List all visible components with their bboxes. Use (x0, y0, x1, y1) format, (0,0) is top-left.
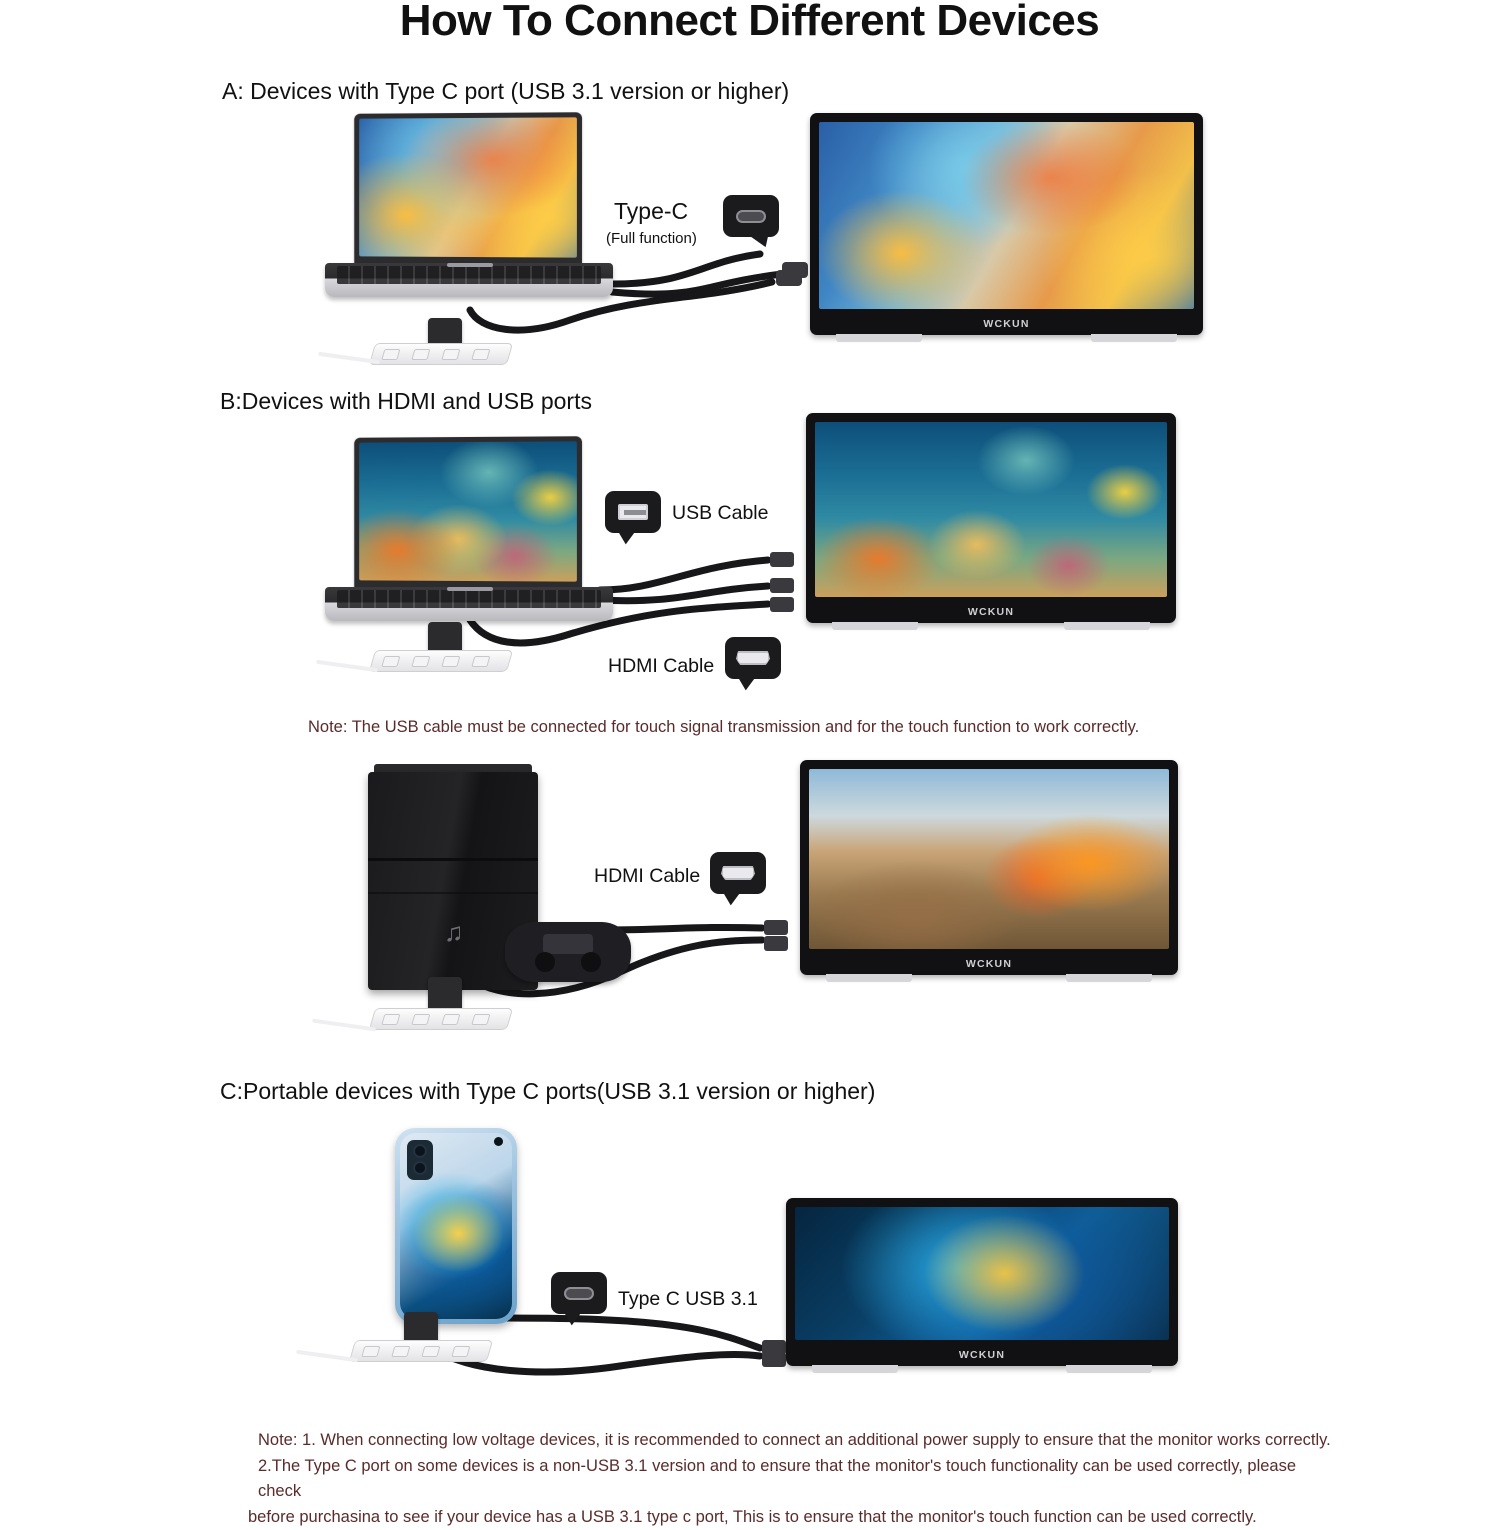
type-c-sublabel: (Full function) (606, 230, 697, 247)
portable-monitor-console (800, 760, 1178, 975)
power-strip-c (349, 1340, 493, 1362)
laptop-screen-a (359, 117, 577, 257)
footer-note-line-1: Note: 1. When connecting low voltage devices, it is recommended to connect an additional power supply to ensure that the monitor works correctly. (258, 1431, 1331, 1449)
hdmi-port-icon (721, 866, 755, 880)
laptop-lid-a (354, 112, 582, 266)
laptop-lid-b (354, 436, 582, 590)
hdmi-connector-bubble-console (710, 852, 766, 894)
type-c-label: Type-C (614, 198, 689, 224)
laptop-base-b (325, 587, 613, 621)
smartphone-device (395, 1128, 517, 1324)
footer-notes (248, 1428, 1338, 1530)
monitor-screen-b (815, 422, 1167, 597)
section-label-a: A: Devices with Type C port (USB 3.1 version or higher) (222, 78, 790, 104)
power-cord-console (312, 1019, 376, 1032)
laptop-base-a (325, 263, 613, 297)
hdmi-connector-bubble-b (725, 637, 781, 679)
monitor-brand-console: WCKUN (965, 958, 1013, 970)
page-title: How To Connect Different Devices (399, 0, 1100, 45)
portable-monitor-b (806, 413, 1176, 623)
phone-camera-icon (407, 1140, 433, 1180)
power-cord-b (316, 660, 378, 673)
hdmi-cable-label-console: HDMI Cable (594, 865, 701, 887)
monitor-brand-a: WCKUN (983, 318, 1030, 330)
monitor-screen-console (809, 769, 1169, 949)
note-usb-touch: Note: The USB cable must be connected for touch signal transmission and for the touch function to work correctly. (308, 718, 1140, 736)
monitor-screen-c (795, 1207, 1169, 1340)
hdmi-port-icon (736, 651, 770, 665)
type-c-usb31-label: Type C USB 3.1 (618, 1288, 758, 1310)
footer-note-line-3: before purchasina to see if your device has a USB 3.1 type c port, This is to ensure that the monitor's touch function can be used correctly. (248, 1507, 1257, 1526)
usb-a-port-icon (618, 504, 648, 520)
usb-c-port-icon (564, 1287, 594, 1300)
power-cord-c (296, 1350, 358, 1363)
power-strip-a (369, 343, 513, 365)
usb-connector-bubble (605, 491, 661, 533)
power-strip-b (369, 650, 513, 672)
type-c-usb31-connector-bubble (551, 1272, 607, 1314)
type-c-connector-bubble (723, 195, 779, 237)
section-label-b: B:Devices with HDMI and USB ports (220, 388, 592, 414)
portable-monitor-a (810, 113, 1203, 335)
laptop-screen-b (359, 441, 577, 581)
footer-note-line-2: 2.The Type C port on some devices is a non-USB 3.1 version and to ensure that the monitor's touch functionality can be used correctly, please check (258, 1456, 1297, 1501)
power-strip-console (369, 1008, 513, 1030)
usb-cable-label: USB Cable (672, 502, 769, 524)
monitor-brand-b: WCKUN (967, 606, 1015, 618)
usb-c-port-icon (736, 210, 766, 223)
portable-monitor-c (786, 1198, 1178, 1366)
playstation-logo-icon: ♫ (444, 918, 464, 947)
monitor-screen-a (819, 122, 1194, 309)
phone-front-camera-icon (494, 1137, 503, 1146)
monitor-brand-c: WCKUN (958, 1349, 1006, 1361)
game-controller (505, 922, 631, 982)
section-label-c: C:Portable devices with Type C ports(USB 3.1 version or higher) (220, 1078, 876, 1104)
hdmi-cable-label-b: HDMI Cable (608, 655, 715, 677)
